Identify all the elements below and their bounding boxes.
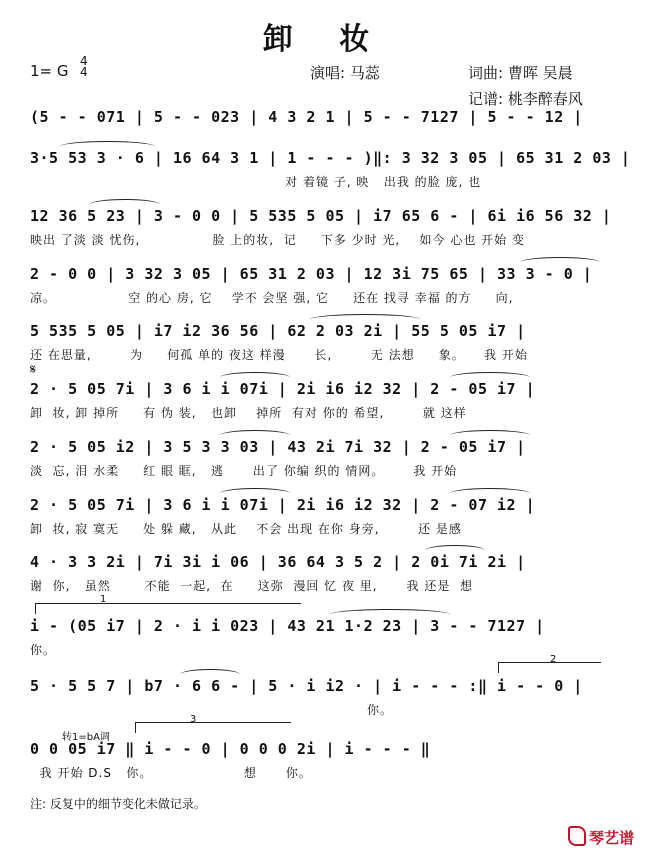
lyric-line: 我 开始 D.S 你。 想 你。 [30, 766, 312, 780]
volta-number-1: 1 [100, 594, 107, 605]
lyric-line: 你。 [30, 643, 57, 657]
notation-line: 12 36 5 23 | 3 - 0 0 | 5 535 5 05 | i7 65 6 - | 6i i6 56 32 | [30, 207, 612, 225]
lyric-line: 凉。 空 的心 房, 它 学不 会坚 强, 它 还在 找寻 幸福 的方 向, [30, 291, 514, 305]
notation-line: 2 - 0 0 | 3 32 3 05 | 65 31 2 03 | 12 3i 75 65 | 33 3 - 0 | [30, 265, 593, 283]
logo-icon [568, 826, 586, 846]
notation-line: 0 0 05 i7 ‖ i - - 0 | 0 0 0 2i | i - - - ‖ [30, 740, 431, 758]
notation-line: 2 · 5 05 7i | 3 6 i i 07i | 2i i6 i2 32 | 2 - 07 i2 | [30, 496, 536, 514]
notation-line: 3·5 53 3 · 6 | 16 64 3 1 | 1 - - - )‖: 3 32 3 05 | 65 31 2 03 | [30, 149, 631, 167]
lyric-line: 卸 妆, 卸 掉所 有 伪 装, 也卸 掉所 有对 你的 希望, 就 这样 [30, 406, 467, 420]
notation-line: 5 535 5 05 | i7 i2 36 56 | 62 2 03 2i | 55 5 05 i7 | [30, 322, 526, 340]
time-signature [80, 56, 88, 78]
footnote: 注: 反复中的细节变化未做记录。 [30, 797, 206, 811]
key-change-note: 转1=bA调 [62, 732, 110, 743]
lyric-line: 谢 你, 虽然 不能 一起, 在 这弥 漫回 忆 夜 里, 我 还是 想 [30, 579, 473, 593]
lyric-line: 对 着镜 子, 映 出我 的脸 庞, 也 [30, 175, 482, 189]
site-logo [568, 826, 634, 848]
lyric-line: 卸 妆, 寂 寞无 处 躲 藏, 从此 不会 出现 在你 身旁, 还 是感 [30, 522, 462, 536]
song-title: 卸 妆 [262, 22, 388, 57]
transcriber-credit: 记谱: 桃李醉春风 [468, 90, 583, 108]
volta-bracket-3 [135, 722, 291, 733]
lyric-line: 还 在思量, 为 何孤 单的 夜这 样漫 长, 无 法想 象。 我 开始 [30, 348, 528, 362]
volta-bracket-1 [35, 603, 301, 614]
lyricist-composer-credit: 词曲: 曹晖 吴晨 [468, 64, 573, 82]
lyric-line: 映出 了淡 淡 忧伤, 脸 上的妆, 记 下多 少时 光, 如今 心也 开始 变 [30, 233, 525, 247]
lyric-line: 你。 [30, 703, 394, 717]
segno-sign: 𝄋 [30, 362, 37, 378]
volta-number-3: 3 [190, 714, 197, 725]
logo-text: 琴艺谱 [589, 829, 635, 847]
time-signature-top: 4 [80, 54, 88, 68]
singer-credit: 演唱: 马蕊 [310, 64, 380, 82]
time-signature-bottom: 4 [80, 65, 88, 79]
volta-number-2: 2 [550, 654, 557, 665]
notation-line: i - (05 i7 | 2 · i i 023 | 43 21 1·2 23 | 3 - - 7127 | [30, 617, 545, 635]
notation-line: 5 · 5 5 7 | b7 · 6 6 - | 5 · i i2 · | i - - - :‖ i - - 0 | [30, 677, 583, 695]
notation-line: 4 · 3 3 2i | 7i 3i i 06 | 36 64 3 5 2 | 2 0i 7i 2i | [30, 553, 526, 571]
lyric-line: 淡 忘, 泪 水柔 红 眼 眶, 逃 出了 你编 织的 情网。 我 开始 [30, 464, 458, 478]
notation-line: 2 · 5 05 7i | 3 6 i i 07i | 2i i6 i2 32 | 2 - 05 i7 | [30, 380, 536, 398]
key-signature: 1= G [30, 62, 69, 80]
notation-line: 2 · 5 05 i2 | 3 5 3 3 03 | 43 2i 7i 32 | 2 - 05 i7 | [30, 438, 526, 456]
notation-line: (5 - - 071 | 5 - - 023 | 4 3 2 1 | 5 - - 7127 | 5 - - 12 | [30, 108, 583, 126]
